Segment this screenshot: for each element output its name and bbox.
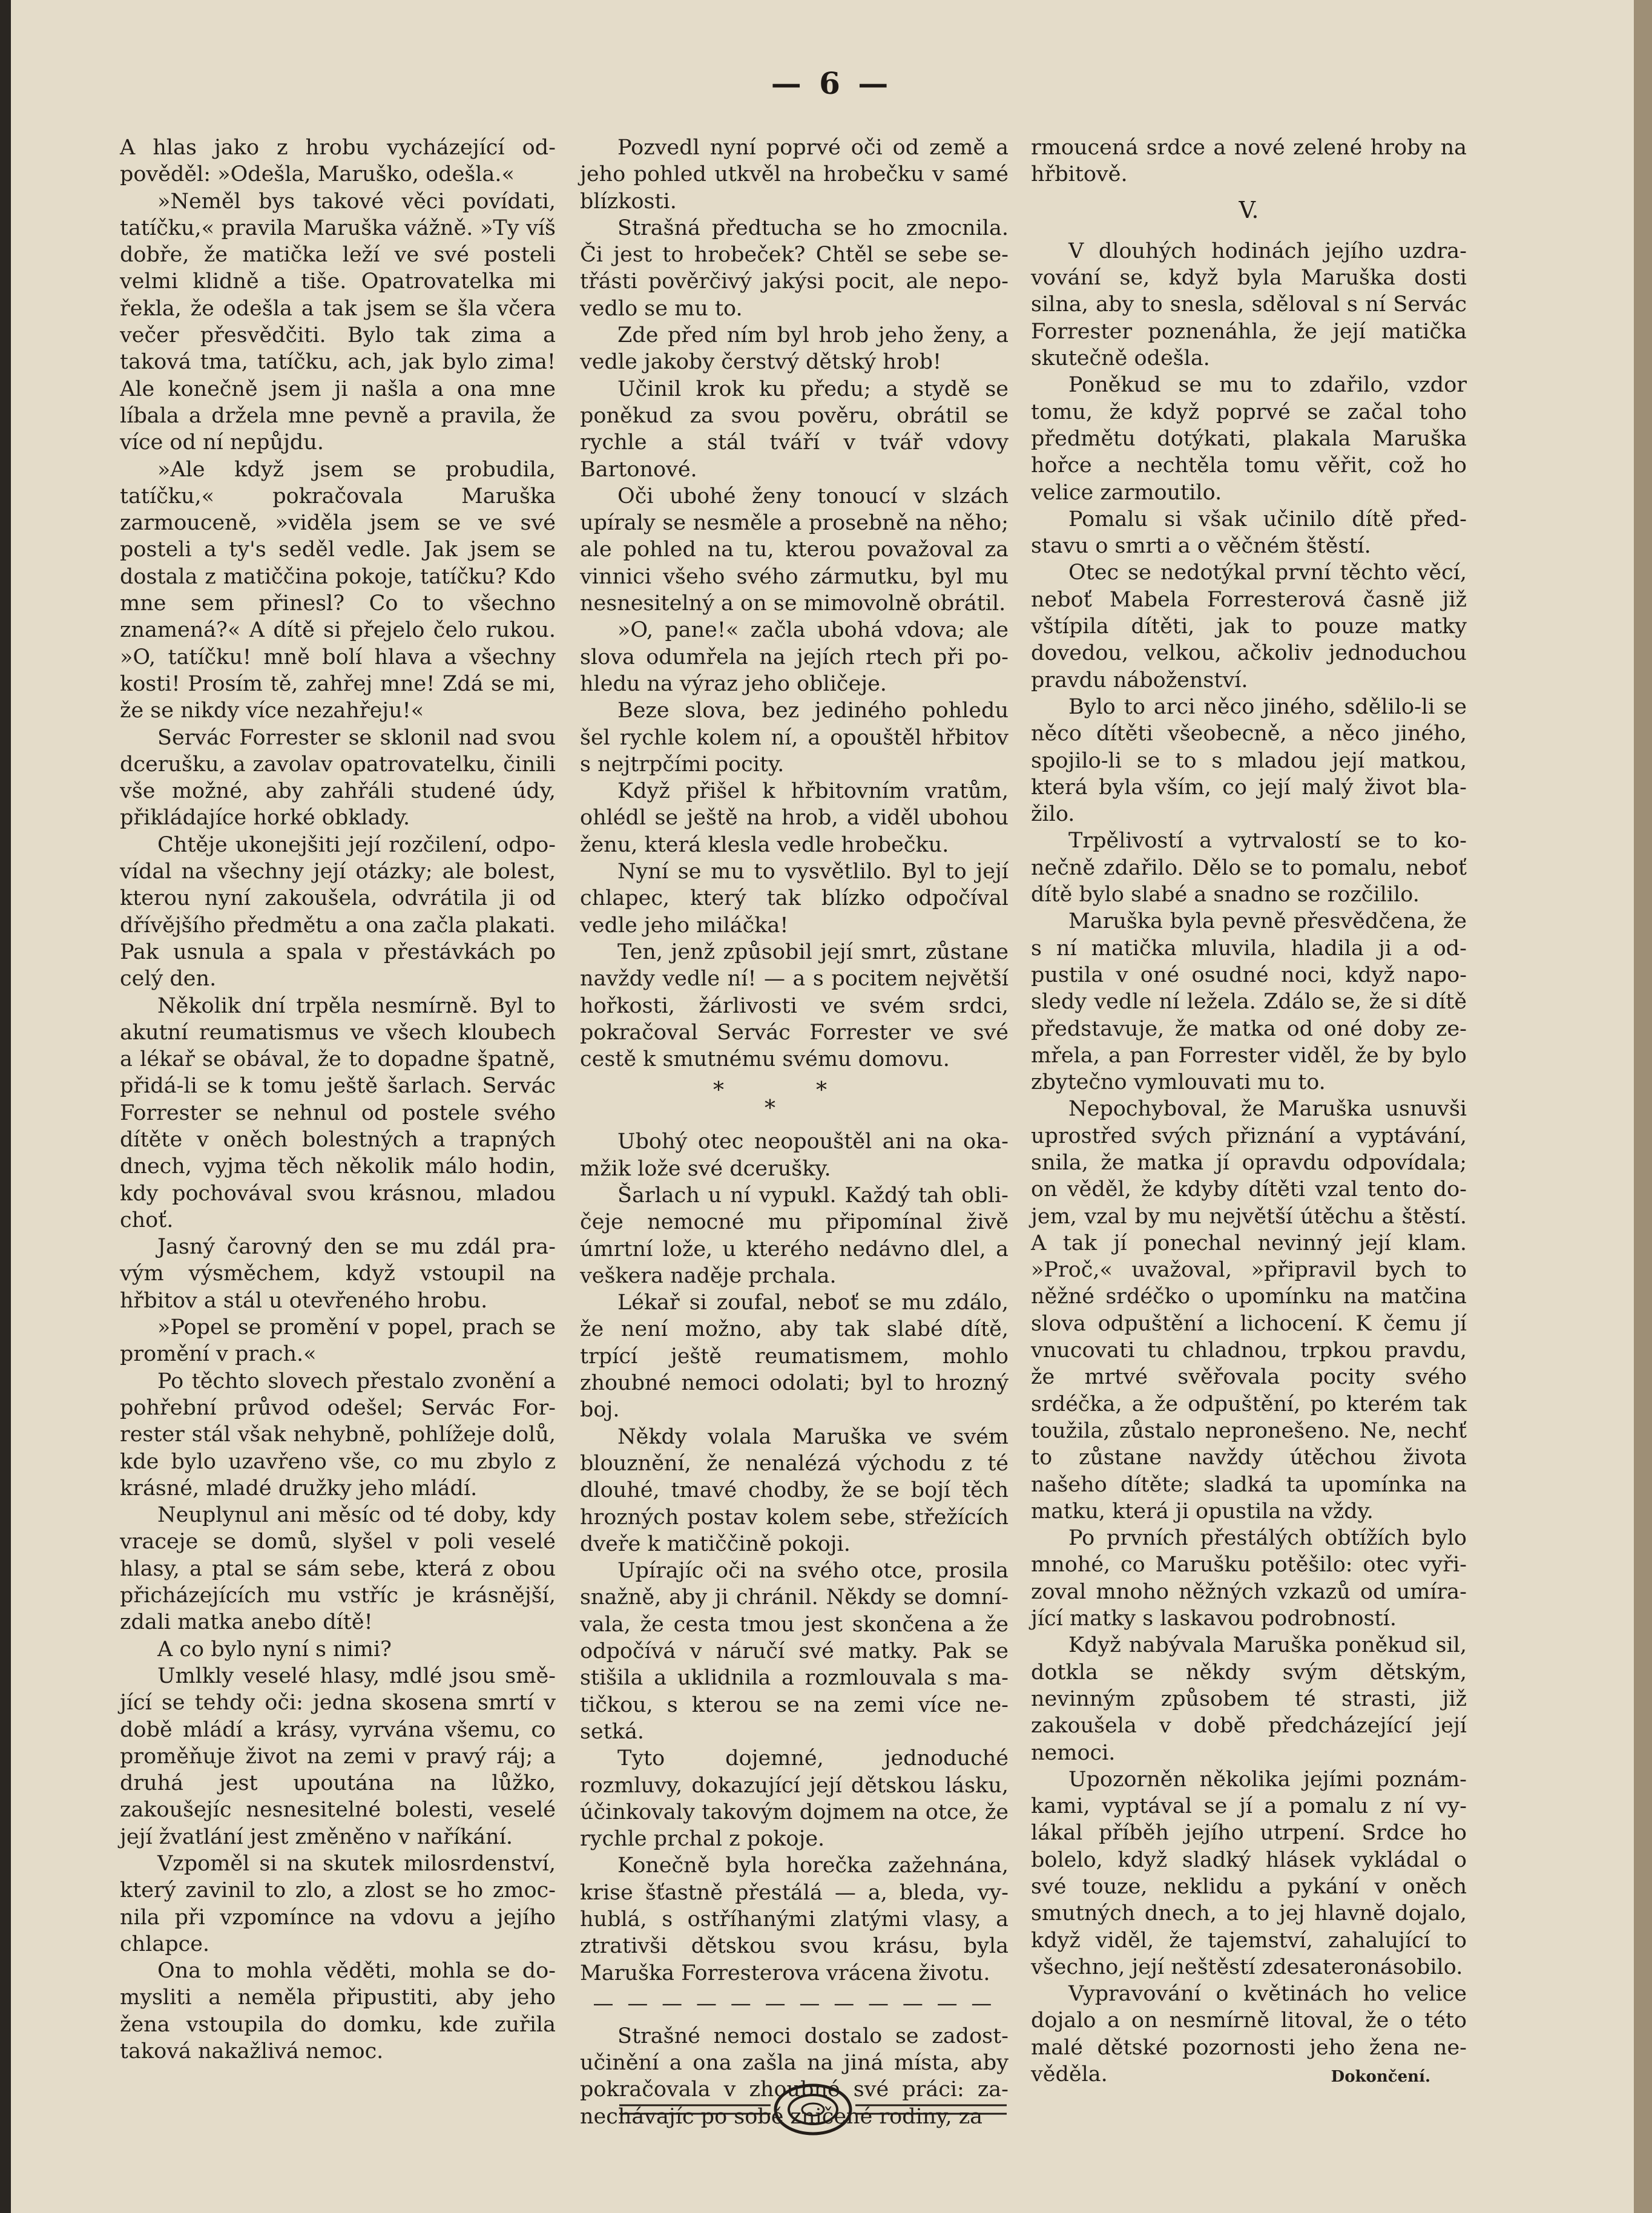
paragraph: »Ale když jsem se probudila, tatíčku,« pokračovala Maruška zarmouceně, »viděla jsem se ve své posteli a ty's seděl vedle. Jak jsem se dostala z matiččina pokoje, tatíčku? Kdo mne sem přinesl? Co to všechno znamená?« A dítě si přejelo čelo rukou. »O, tatíčku! mně bolí hlava a všechny kosti! Prosím tě, zahřej mne! Zdá se mi, že se nikdy více nezahřeju!« <box>120 457 556 723</box>
paragraph: Vypravování o květinách ho velice dojalo a on nesmírně litoval, že o této malé dětské pozornosti jeho žena nevěděla. <box>1031 1982 1467 2087</box>
paragraph: Několik dní trpěla nesmírně. Byl to akutní reumatismus ve všech kloubech a lékař se obával, že to dopadne špatně, přidá-li se k tomu ještě šarlach. Servác Forrester se nehnul od postele svého dítěte v oněch bolestných a trapných dnech, vyjma těch několik málo hodin, kdy pochovával svou krásnou, mladou choť. <box>120 993 556 1232</box>
paragraph: Vzpoměl si na skutek milosrdenství, který zavinil to zlo, a zlost se ho zmocnila při vzpomínce na vdovu a jejího chlapce. <box>120 1852 556 1956</box>
paragraph: Pomalu si však učinilo dítě představu o smrti a o věčném štěstí. <box>1031 507 1467 559</box>
paragraph: rmoucená srdce a nové zelené hroby na hřbitově. <box>1031 136 1467 187</box>
ornament-icon <box>619 2082 1007 2137</box>
paragraph: Nepochyboval, že Maruška usnuvši uprostřed svých přiznání a vyptávání, snila, že matka jí opravdu odpovídala; on věděl, že kdyby dítěti vzal tento dojem, vzal by mu největší útěchu a štěstí. A tak jí ponechal nevinný její klam. »Proč,« uvažoval, »připravil bych to něžné srdéčko o upomínku na matčina slova odpuštění a lichocení. K čemu jí vnucovati tu chladnou, trpkou pravdu, že mrtvé svěřovala pocity svého srdéčka, a že odpuštění, po kterém tak toužila, zůstalo nepronešeno. Ne, nechť to zůstane navždy útěchou života našeho dítěte; sladká ta upomínka na matku, která ji opustila na vždy. <box>1031 1097 1467 1524</box>
text-column-1 <box>120 134 556 2065</box>
paragraph: Umlkly veselé hlasy, mdlé jsou smějící se tehdy oči: jedna skosena smrtí v době mládí a krásy, vyrvána všemu, co proměňuje život na zemi v pravý ráj; a druhá jest upoutána na lůžko, zakoušejíc nesnesitelné bolesti, veselé její žvatlání jest změněno v naříkání. <box>120 1663 556 1849</box>
paragraph: Po těchto slovech přestalo zvonění a pohřební průvod odešel; Servác Forrester stál však nehybně, pohlížeje dolů, kde bylo uzavřeno vše, co mu zbylo z krásné, mladé družky jeho mládí. <box>120 1369 556 1501</box>
paragraph: Servác Forrester se sklonil nad svou dcerušku, a zavolav opatrovatelku, činili vše možné, aby zahřáli studené údy, přikládajíce horké obklady. <box>120 725 556 830</box>
paragraph: Trpělivostí a vytrvalostí se to konečně zdařilo. Dělo se to pomalu, neboť dítě bylo slabé a snadno se rozčililo. <box>1031 829 1467 907</box>
asterisk: * <box>765 1096 775 1122</box>
paragraph: A co bylo nyní s nimi? <box>157 1637 392 1662</box>
asterisk: * <box>816 1078 827 1103</box>
newspaper-page <box>11 0 1652 2213</box>
paragraph: Tyto dojemné, jednoduché rozmluvy, dokazující její dětskou lásku, účinkovaly takovým dojmem na otce, že rychle prchal z pokoje. <box>580 1746 1009 1852</box>
paragraph: Učinil krok ku předu; a stydě se poněkud za svou pověru, obrátil se rychle a stál tváří v tvář vdovy Bartonové. <box>580 377 1009 482</box>
paragraph: Nyní se mu to vysvětlilo. Byl to její chlapec, který tak blízko odpočíval vedle jeho miláčka! <box>580 860 1009 938</box>
paragraph: Strašná předtucha se ho zmocnila. Či jest to hrobeček? Chtěl se sebe setřásti pověrčivý jakýsi pocit, ale nepovedlo se mu to. <box>580 215 1009 321</box>
paragraph: Ubohý otec neopouštěl ani na okamžik lože své dcerušky. <box>580 1130 1009 1181</box>
paragraph: Beze slova, bez jediného pohledu šel rychle kolem ní, a opouštěl hřbitov s nejtrpčími pocity. <box>580 699 1009 777</box>
paragraph: »Neměl bys takové věci povídati, tatíčku,« pravila Maruška vážně. »Ty víš dobře, že matička leží ve své posteli velmi klidně a tiše. Opatrovatelka mi řekla, že odešla a tak jsem se šla včera večer přesvědčiti. Bylo tak zima a taková tma, tatíčku, ach, jak bylo zima! Ale konečně jsem ji našla a ona mne líbala a držela mne pevně a pravila, že více od ní nepůjdu. <box>120 189 556 455</box>
paragraph: Bylo to arci něco jiného, sdělilo-li se něco dítěti všeobecně, a něco jiného, spojilo-li se to s mladou její matkou, která byla vším, co její malý život blažilo. <box>1031 694 1467 827</box>
paragraph: Ten, jenž způsobil její smrt, zůstane navždy vedle ní! — a s pocitem největší hořkosti, žárlivosti ve svém srdci, pokračoval Servác Forrester ve své cestě k smutnému svému domovu. <box>580 939 1009 1072</box>
page-number: — 6 — <box>771 65 892 101</box>
chapter-heading: V. <box>1239 196 1259 223</box>
paragraph: »Popel se promění v popel, prach se promění v prach.« <box>120 1315 556 1367</box>
dash-separator: — — — — — — — — — — — — <box>593 1991 996 2016</box>
paragraph: Maruška byla pevně přesvědčena, že s ní matička mluvila, hladila ji a odpustila v oné osudné noci, když naposledy vedle ní ležela. Zdálo se, že si dítě představuje, že matka od oné doby zemřela, a pan Forrester viděl, že by bylo zbytečno vymlouvati mu to. <box>1031 909 1467 1095</box>
paragraph: Ona to mohla věděti, mohla se domysliti a neměla připustiti, aby jeho žena vstoupila do domku, kde zuřila taková nakažlivá nemoc. <box>120 1959 556 2064</box>
paragraph: Strašné nemoci dostalo se zadostučinění a ona zašla na jiná místa, aby pokračovala v zhoubné své práci: zanechávajíc po sobě zničené rodiny, za <box>580 2024 1009 2129</box>
paragraph: Zde před ním byl hrob jeho ženy, a vedle jakoby čerstvý dětský hrob! <box>580 323 1009 375</box>
paragraph: Někdy volala Maruška ve svém blouznění, že nenalézá východu z té dlouhé, tmavé chodby, že se bojí těch hrozných postav kolem sebe, střežících dveře k matiččině pokoji. <box>580 1424 1009 1556</box>
paragraph: Upozorněn několika jejími poznámkami, vyptával se jí a pomalu z ní vylákal příběh jejího utrpení. Srdce ho bolelo, když sladký hlásek vykládal o své touze, neklidu a pykání v oněch smutných dnech, a to jej hlavně dojalo, když viděl, že tajemství, zahalující to všechno, její neštěstí zdesateronásobilo. <box>1031 1767 1467 1979</box>
paragraph: V dlouhých hodinách jejího uzdravování se, když byla Maruška dosti silna, aby to snesla, sděloval s ní Servác Forrester poznenáhla, že její matička skutečně odešla. <box>1031 238 1467 371</box>
paragraph: Oči ubohé ženy tonoucí v slzách upíraly se nesměle a prosebně na něho; ale pohled na tu, kterou považoval za vinnici všeho svého zármutku, byl mu nesnesitelný a on se mimovolně obrátil. <box>580 484 1009 616</box>
paragraph: Když přišel k hřbitovním vratům, ohlédl se ještě na hrob, a viděl ubohou ženu, která klesla vedle hrobečku. <box>580 779 1009 857</box>
paragraph: Pozvedl nyní poprvé oči od země a jeho pohled utkvěl na hrobečku v samé blízkosti. <box>580 136 1009 214</box>
asterisk: * <box>713 1078 724 1103</box>
end-label: Dokončení. <box>1331 2068 1430 2086</box>
paragraph: Upírajíc oči na svého otce, prosila snažně, aby ji chránil. Někdy se domnívala, že cesta tmou jest skončena a že odpočívá v náručí své matky. Pak se stišila a uklidnila a rozmlouvala s matičkou, s kterou se na zemi více nesetká. <box>580 1559 1009 1744</box>
paragraph: A hlas jako z hrobu vycházející odpověděl: »Odešla, Maruško, odešla.« <box>120 136 556 187</box>
text-column-3 <box>1031 134 1467 2091</box>
paragraph: Když nabývala Maruška poněkud sil, dotkla se někdy svým dětským, nevinným způsobem té strasti, již zakoušela v době předcházející její nemoci. <box>1031 1633 1467 1765</box>
paragraph: Po prvních přestálých obtížích bylo mnohé, co Marušku potěšilo: otec vyřizoval mnoho něžných vzkazů od umírající matky s laskavou podrobností. <box>1031 1526 1467 1631</box>
page-edge-shadow <box>1634 0 1652 2213</box>
paragraph: Lékař si zoufal, neboť se mu zdálo, že není možno, aby tak slabé dítě, trpící ještě reumatismem, mohlo zhoubné nemoci odolati; byl to hrozný boj. <box>580 1291 1009 1422</box>
text-column-2 <box>580 134 1009 2130</box>
paragraph: Poněkud se mu to zdařilo, vzdor tomu, že když poprvé se začal toho předmětu dotýkati, plakala Maruška hořce a nechtěla tomu věřit, což ho velice zarmoutilo. <box>1031 373 1467 505</box>
paragraph: Otec se nedotýkal první těchto věcí, neboť Mabela Forresterová časně již vštípila dítěti, jak to pouze matky dovedou, velkou, ačkoliv jednoduchou pravdu náboženství. <box>1031 561 1467 692</box>
paragraph: Šarlach u ní vypukl. Každý tah obličeje nemocné mu připomínal živě úmrtní lože, u kterého nedávno dlel, a veškera naděje prchala. <box>580 1183 1009 1288</box>
paragraph: Jasný čarovný den se mu zdál pravým výsměchem, když vstoupil na hřbitov a stál u otevřeného hrobu. <box>120 1235 556 1313</box>
paragraph: Konečně byla horečka zažehnána, krise šťastně přestálá — a, bleda, vyhublá, s ostříhanými zlatými vlasy, a ztrativši dětskou svou krásu, byla Maruška Forresterova vrácena životu. <box>580 1853 1009 1985</box>
section-break-asterisks <box>580 1077 1009 1120</box>
paragraph: »O, pane!« začla ubohá vdova; ale slova odumřela na jejích rtech při pohledu na výraz jeho obličeje. <box>580 618 1009 696</box>
paragraph: Chtěje ukonejšiti její rozčilení, odpovídal na všechny její otázky; ale bolest, kterou nyní zakoušela, odvrátila ji od dřívějšího předmětu a ona začla plakati. Pak usnula a spala v přestávkách po celý den. <box>120 832 556 991</box>
paragraph: Neuplynul ani měsíc od té doby, kdy vraceje se domů, slyšel v poli veselé hlasy, a ptal se sám sebe, která z obou přicházejících mu vstříc je krásnější, zdali matka anebo dítě! <box>120 1503 556 1635</box>
